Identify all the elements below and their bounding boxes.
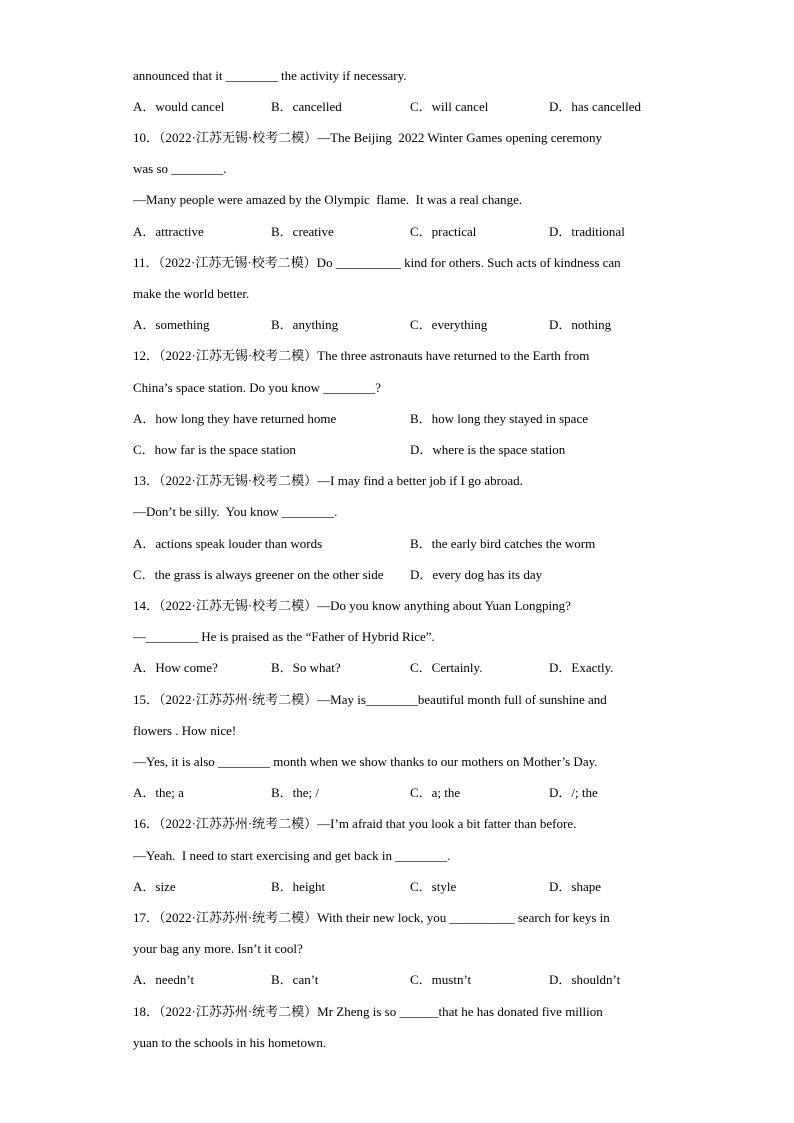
question-text-line: yuan to the schools in his hometown.: [133, 1035, 327, 1050]
options-row: [133, 536, 693, 552]
option-a: A．attractive: [133, 224, 204, 239]
options-row: [133, 567, 693, 583]
option-b: B．the; /: [271, 785, 320, 800]
question-text-line: flowers . How nice!: [133, 723, 237, 738]
question-text-line: 17．（2022·江苏苏州·统考二模）With their new lock, you __________ search for keys in: [133, 910, 610, 925]
options-row: [133, 879, 693, 895]
options-row: [133, 224, 693, 240]
option-b: B．So what?: [271, 660, 341, 675]
options-row: [133, 660, 693, 676]
option-a: A．how long they have returned home: [133, 411, 337, 426]
question-text-line: China’s space station. Do you know ________?: [133, 380, 382, 395]
option-a: A．actions speak louder than words: [133, 536, 323, 551]
question-text-line: 13．（2022·江苏无锡·校考二模）—I may find a better job if I go abroad.: [133, 473, 523, 488]
question-text-line: was so ________.: [133, 161, 227, 176]
option-a: A．would cancel: [133, 99, 225, 114]
question-text-line: 14．（2022·江苏无锡·校考二模）—Do you know anything about Yuan Longping?: [133, 598, 571, 613]
question-text-line: 16．（2022·江苏苏州·统考二模）—I’m afraid that you look a bit fatter than before.: [133, 816, 577, 831]
question-text-line: 18．（2022·江苏苏州·统考二模）Mr Zheng is so ______that he has donated five million: [133, 1004, 603, 1019]
option-c: C．mustn’t: [410, 972, 472, 987]
options-row: [133, 99, 693, 115]
option-a: A．needn’t: [133, 972, 195, 987]
option-a: A．size: [133, 879, 176, 894]
question-text-line: —Don’t be silly. You know ________.: [133, 504, 338, 519]
options-row: [133, 317, 693, 333]
options-row: [133, 442, 693, 458]
option-d: D．has cancelled: [549, 99, 642, 114]
option-d: D．/; the: [549, 785, 598, 800]
question-text-line: make the world better.: [133, 286, 250, 301]
question-text-line: —Yes, it is also ________ month when we show thanks to our mothers on Mother’s Day.: [133, 754, 598, 769]
option-b: B．how long they stayed in space: [410, 411, 588, 426]
option-c: C．will cancel: [410, 99, 489, 114]
option-a: A．something: [133, 317, 210, 332]
option-d: D．shouldn’t: [549, 972, 621, 987]
option-c: C．everything: [410, 317, 488, 332]
question-text-line: 11．（2022·江苏无锡·校考二模）Do __________ kind for others. Such acts of kindness can: [133, 255, 621, 270]
option-c: C．Certainly.: [410, 660, 483, 675]
option-c: C．how far is the space station: [133, 442, 296, 457]
options-row: [133, 785, 693, 801]
question-text-line: your bag any more. Isn’t it cool?: [133, 941, 303, 956]
question-text-line: 10．（2022·江苏无锡·校考二模）—The Beijing 2022 Winter Games opening ceremony: [133, 130, 602, 145]
options-row: [133, 972, 693, 988]
option-d: D．shape: [549, 879, 601, 894]
option-b: B．anything: [271, 317, 339, 332]
question-text-line: —________ He is praised as the “Father of Hybrid Rice”.: [133, 629, 435, 644]
question-text-line: —Many people were amazed by the Olympic flame. It was a real change.: [133, 192, 523, 207]
question-text-line: 15．（2022·江苏苏州·统考二模）—May is________beautiful month full of sunshine and: [133, 692, 607, 707]
option-d: D．traditional: [549, 224, 625, 239]
options-row: [133, 411, 693, 427]
question-text-line: 12．（2022·江苏无锡·校考二模）The three astronauts have returned to the Earth from: [133, 348, 590, 363]
option-b: B．creative: [271, 224, 334, 239]
option-b: B．height: [271, 879, 326, 894]
option-c: C．style: [410, 879, 457, 894]
question-text-line: announced that it ________ the activity if necessary.: [133, 68, 407, 83]
option-b: B．can’t: [271, 972, 319, 987]
option-d: D．every dog has its day: [410, 567, 543, 582]
option-d: D．nothing: [549, 317, 612, 332]
option-a: A．How come?: [133, 660, 218, 675]
option-c: C．the grass is always greener on the other side: [133, 567, 384, 582]
option-a: A．the; a: [133, 785, 184, 800]
option-d: D．Exactly.: [549, 660, 614, 675]
option-b: B．cancelled: [271, 99, 342, 114]
option-b: B．the early bird catches the worm: [410, 536, 596, 551]
option-c: C．a; the: [410, 785, 461, 800]
option-d: D．where is the space station: [410, 442, 566, 457]
option-c: C．practical: [410, 224, 477, 239]
question-text-line: —Yeah. I need to start exercising and get back in ________.: [133, 848, 451, 863]
